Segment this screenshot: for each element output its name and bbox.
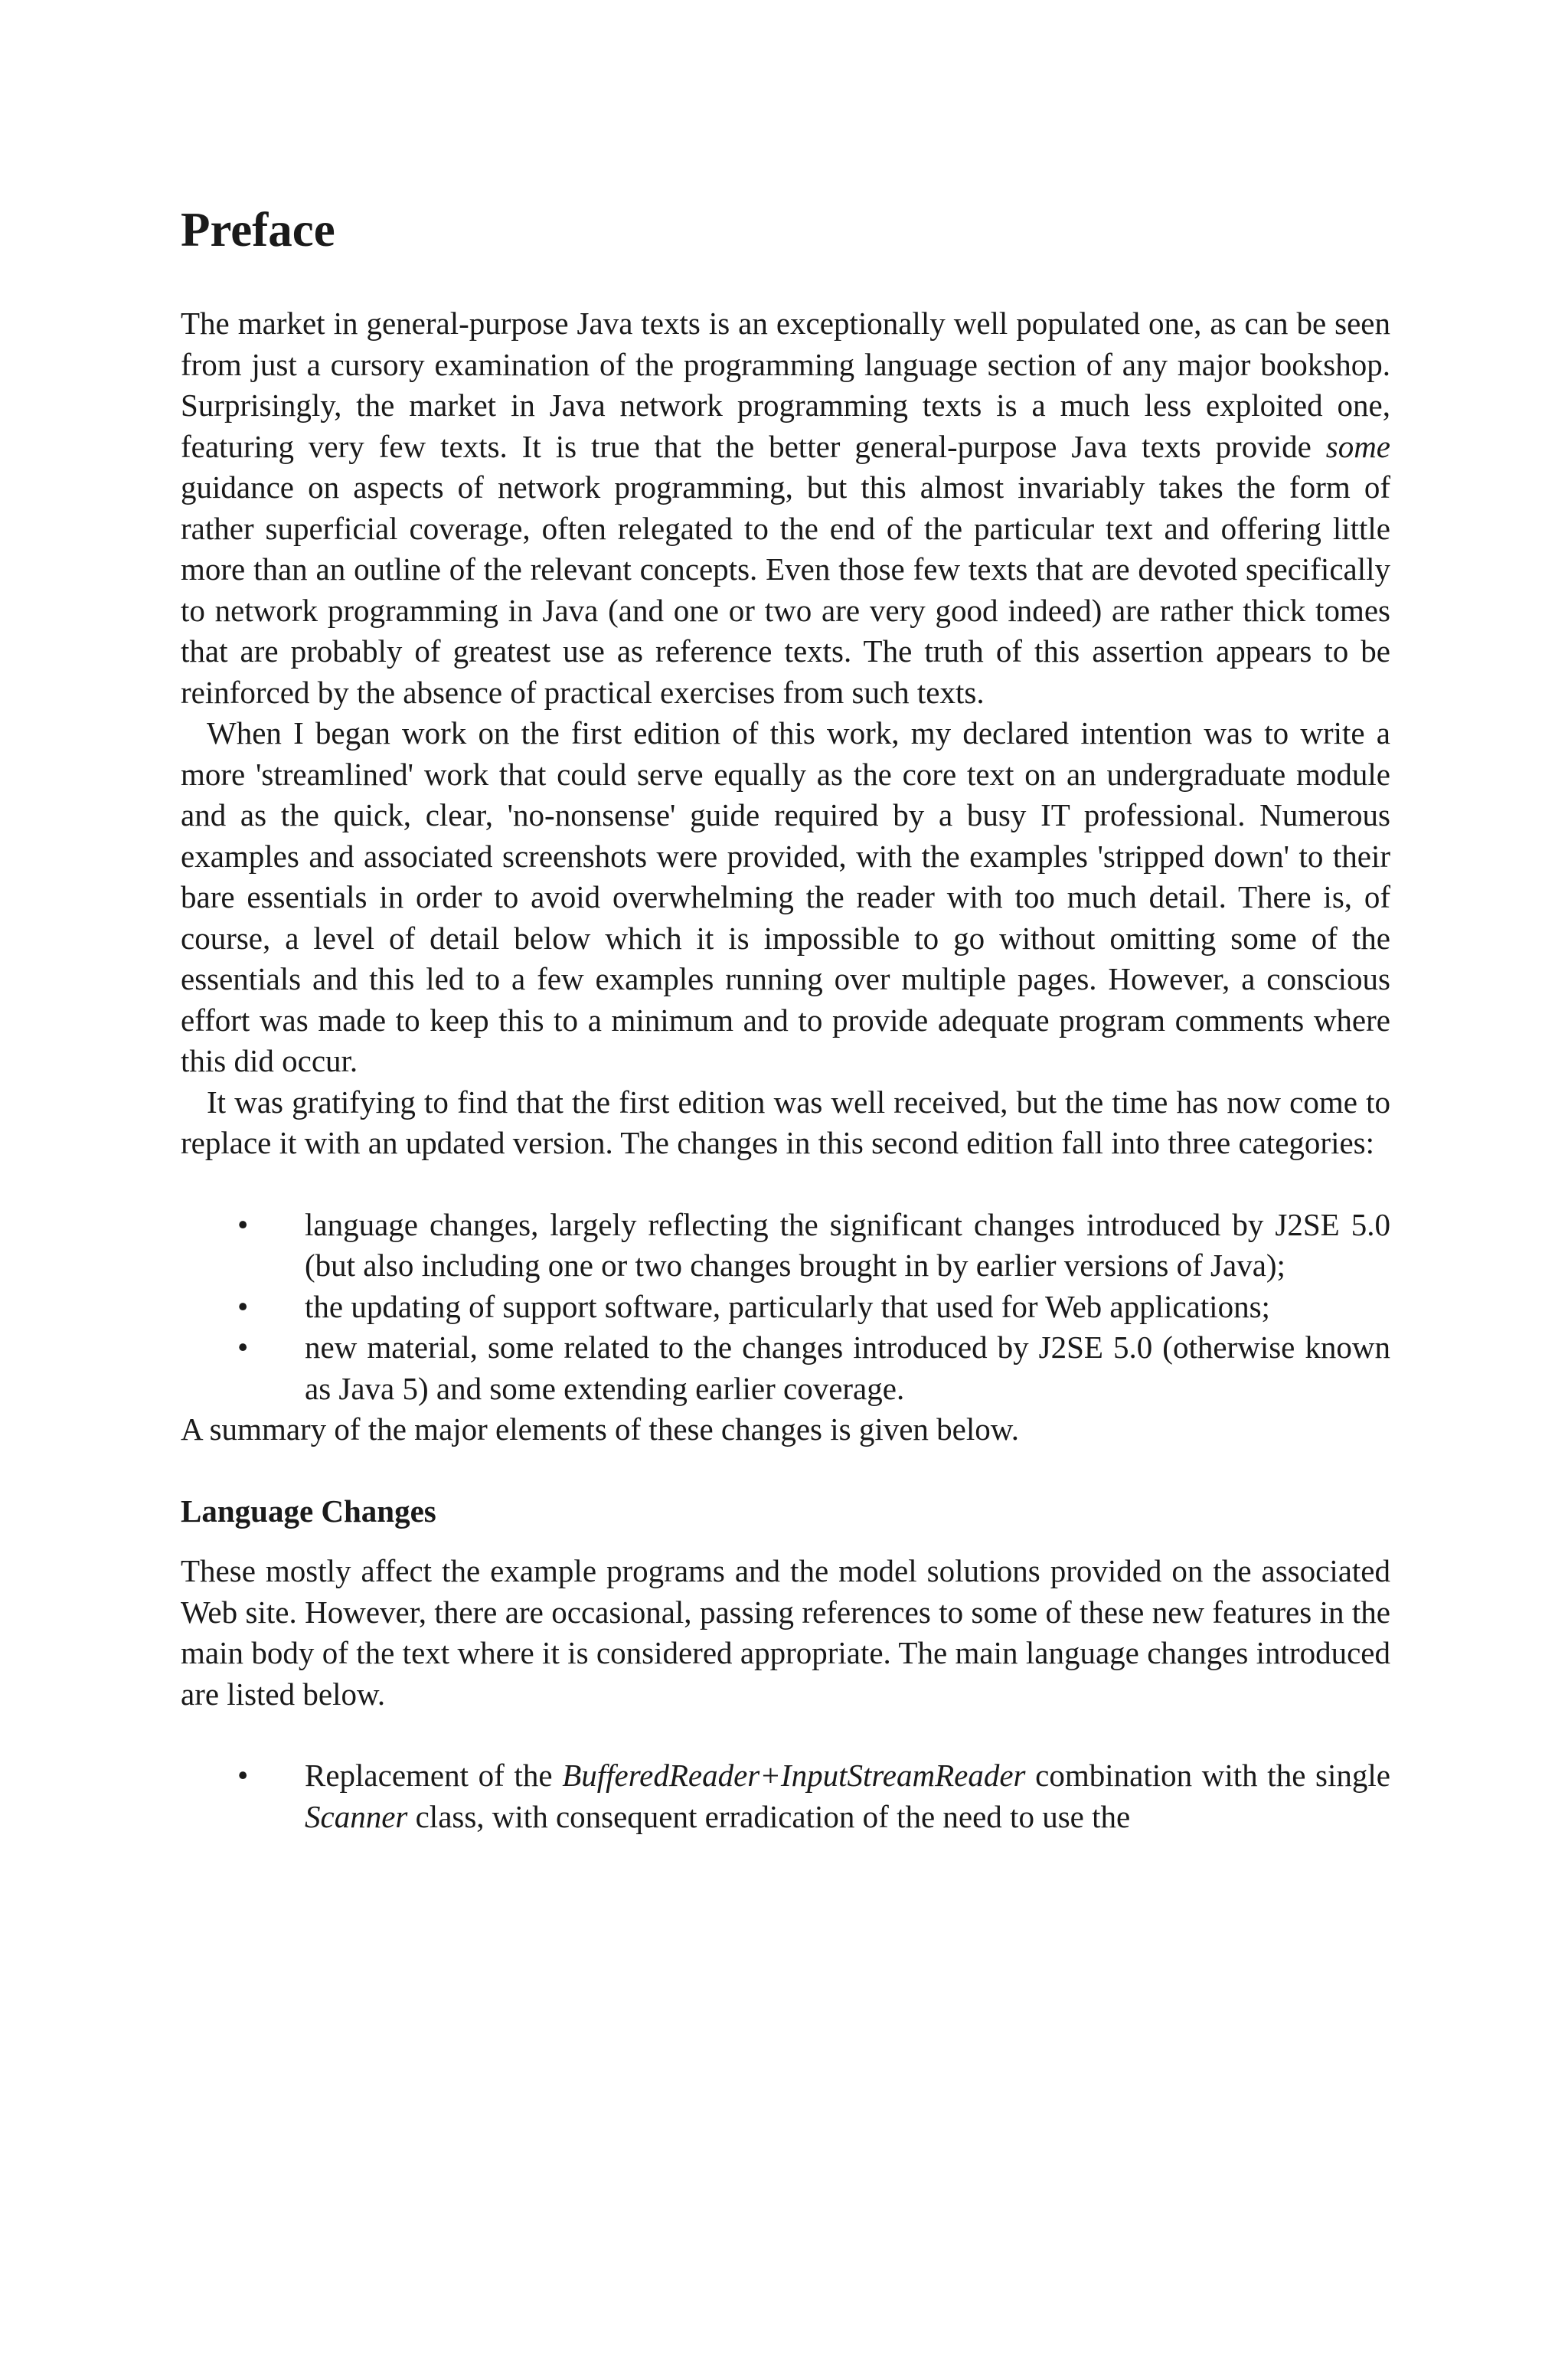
list-item-text-part-b: combination with the single [1025,1758,1390,1793]
bullet-icon: • [237,1288,249,1324]
intro-paragraph-1 [181,303,1390,713]
list-item-text-part-c: class, with consequent erradication of the need to use the [407,1798,1131,1834]
intro-paragraph-1-part-b: guidance on aspects of network programming, but this almost invariably takes the form of rather superficial coverage, often relegated to the end of the particular text and offering little more than an outline of the relevant concepts. Even those few texts that are devoted specifically to network programming in Java (and one or two are very good indeed) are rather thick tomes that are probably of greatest use as reference texts. The truth of this assertion appears to be reinforced by the absence of practical exercises from such texts. [181,469,1390,710]
list-item-text-part-a: Replacement of the [305,1758,563,1793]
class-name-bufferedreader: BufferedReader+InputStreamReader [562,1758,1026,1793]
list-item [181,1287,1390,1328]
page-content [181,201,1390,1837]
page-title: Preface [181,203,335,257]
list-item [181,1205,1390,1287]
intro-paragraph-1-part-a: The market in general-purpose Java texts is an exceptionally well populated one, as can be seen from just a cursory examination of the programming language section of any major bookshop. Surprisingly, the market in Java network programming texts is a much less exploited one, featuring very few texts. It is true that the better general-purpose Java texts provide [181,306,1390,464]
language-changes-list [181,1755,1390,1837]
intro-paragraph-3: It was gratifying to find that the first edition was well received, but the time has now come to replace it with an updated version. The changes in this second edition fall into three categories: [181,1084,1390,1160]
categories-list [181,1205,1390,1410]
language-changes-paragraph: These mostly affect the example programs and the model solutions provided on the associated Web site. However, there are occasional, passing references to some of these new features in the main body of the text where it is considered appropriate. The main language changes introduced are listed below. [181,1553,1390,1712]
list-item-text: new material, some related to the changes introduced by J2SE 5.0 (otherwise known as Java 5) and some extending earlier coverage. [305,1330,1390,1406]
class-name-scanner: Scanner [305,1798,408,1834]
list-item [181,1327,1390,1409]
intro-paragraph-1-emphasis: some [1325,428,1390,464]
bullet-icon: • [237,1206,249,1242]
bullet-icon: • [237,1758,249,1793]
section-heading-language-changes: Language Changes [181,1493,436,1529]
intro-paragraph-2: When I began work on the first edition of this work, my declared intention was to write a more 'streamlined' work that could serve equally as the core text on an undergraduate module and as the quick, clear, 'no-nonsense' guide required by a busy IT professional. Numerous examples and associated screenshots were provided, with the examples 'stripped down' to their bare essentials in order to avoid overwhelming the reader with too much detail. There is, of course, a level of detail below which it is impossible to go without omitting some of the essentials and this led to a few examples running over multiple pages. However, a conscious effort was made to keep this to a minimum and to provide adequate program comments where this did occur. [181,715,1390,1078]
list-item [181,1755,1390,1837]
summary-paragraph: A summary of the major elements of these changes is given below. [181,1411,1019,1447]
bullet-icon: • [237,1330,249,1365]
list-item-text: the updating of support software, particularly that used for Web applications; [305,1288,1270,1324]
list-item-text: language changes, largely reflecting the significant changes introduced by J2SE 5.0 (but also including one or two changes brought in by earlier versions of Java); [305,1206,1390,1283]
